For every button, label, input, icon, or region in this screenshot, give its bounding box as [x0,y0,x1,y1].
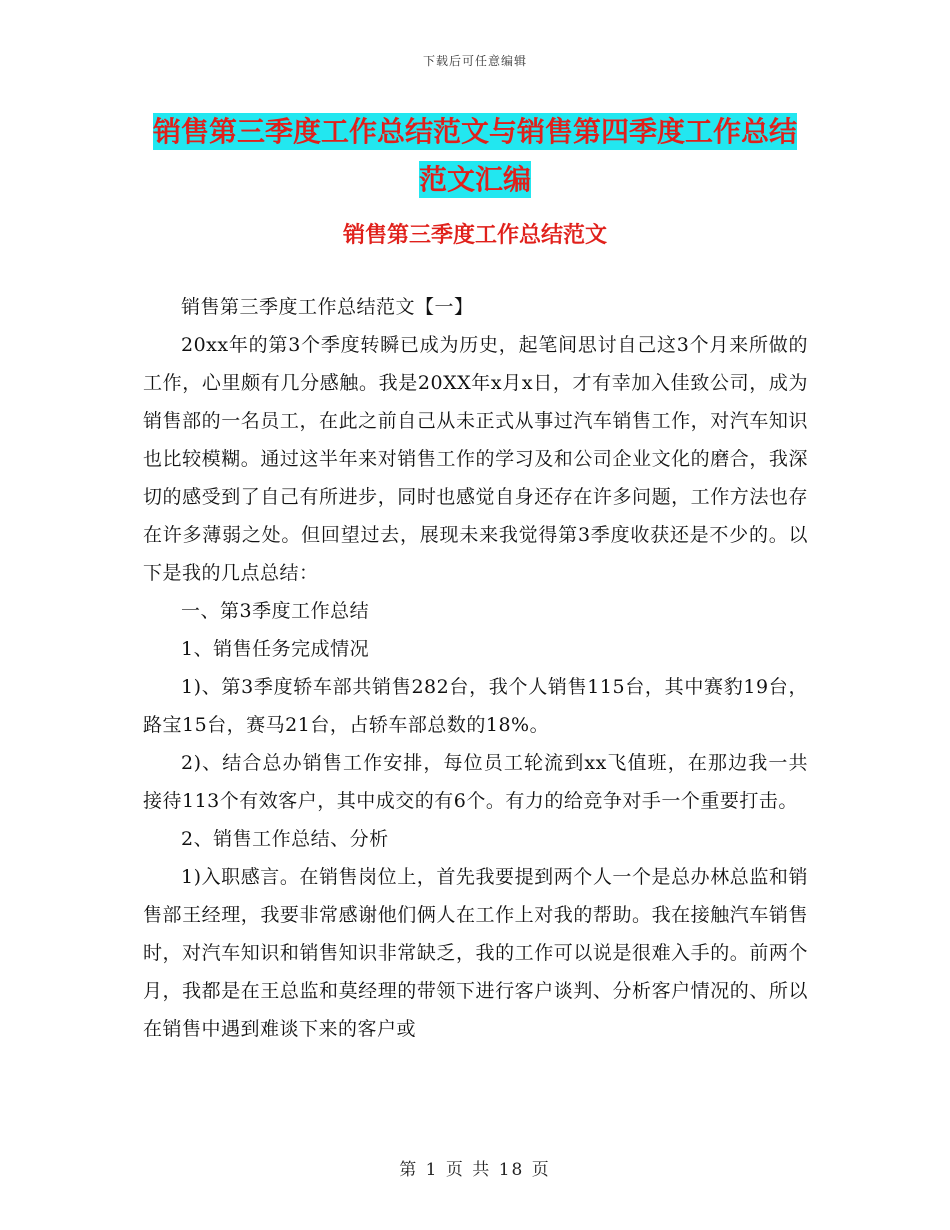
body-paragraph: 一、第3季度工作总结 [181,600,370,622]
page-number: 第 1 页 共 18 页 [399,1160,551,1180]
section-title: 销售第三季度工作总结范文 [342,223,607,248]
body-paragraph: 1、销售任务完成情况 [181,638,370,660]
body-paragraph: 2)、结合总办销售工作安排，每位员工轮流到xx飞值班，在那边我一共接待113个有效客户，其中成交的有6个。有力的给竞争对手一个重要打击。 [143,752,808,812]
page-header-note: 下载后可任意编辑 [422,54,527,68]
document-title-text: 销售第三季度工作总结范文与销售第四季度工作总结范文汇编 [152,115,797,196]
body-paragraph: 2、销售工作总结、分析 [181,828,389,850]
body-paragraph: 1)、第3季度轿车部共销售282台，我个人销售115台，其中赛豹19台，路宝15台，赛马21台，占轿车部总数的18%。 [143,676,808,736]
document-title [140,108,810,204]
body-paragraph: 销售第三季度工作总结范文【一】 [181,296,474,318]
document-body [143,288,808,1048]
body-paragraph: 1)入职感言。在销售岗位上，首先我要提到两个人一个是总办林总监和销售部王经理，我要非常感谢他们俩人在工作上对我的帮助。我在接触汽车销售时，对汽车知识和销售知识非常缺乏，我的工作可以说是很难入手的。前两个月，我都是在王总监和莫经理的带领下进行客户谈判、分析客户情况的、所以在销售中遇到难谈下来的客户或 [143,866,808,1040]
body-paragraph: 20xx年的第3个季度转瞬已成为历史，起笔间思讨自己这3个月来所做的工作，心里颇有几分感触。我是20XX年x月x日，才有幸加入佳致公司，成为销售部的一名员工，在此之前自己从未正式从事过汽车销售工作，对汽车知识也比较模糊。通过这半年来对销售工作的学习及和公司企业文化的磨合，我深切的感受到了自己有所进步，同时也感觉自身还存在许多问题，工作方法也存在许多薄弱之处。但回望过去，展现未来我觉得第3季度收获还是不少的。以下是我的几点总结： [143,334,808,584]
